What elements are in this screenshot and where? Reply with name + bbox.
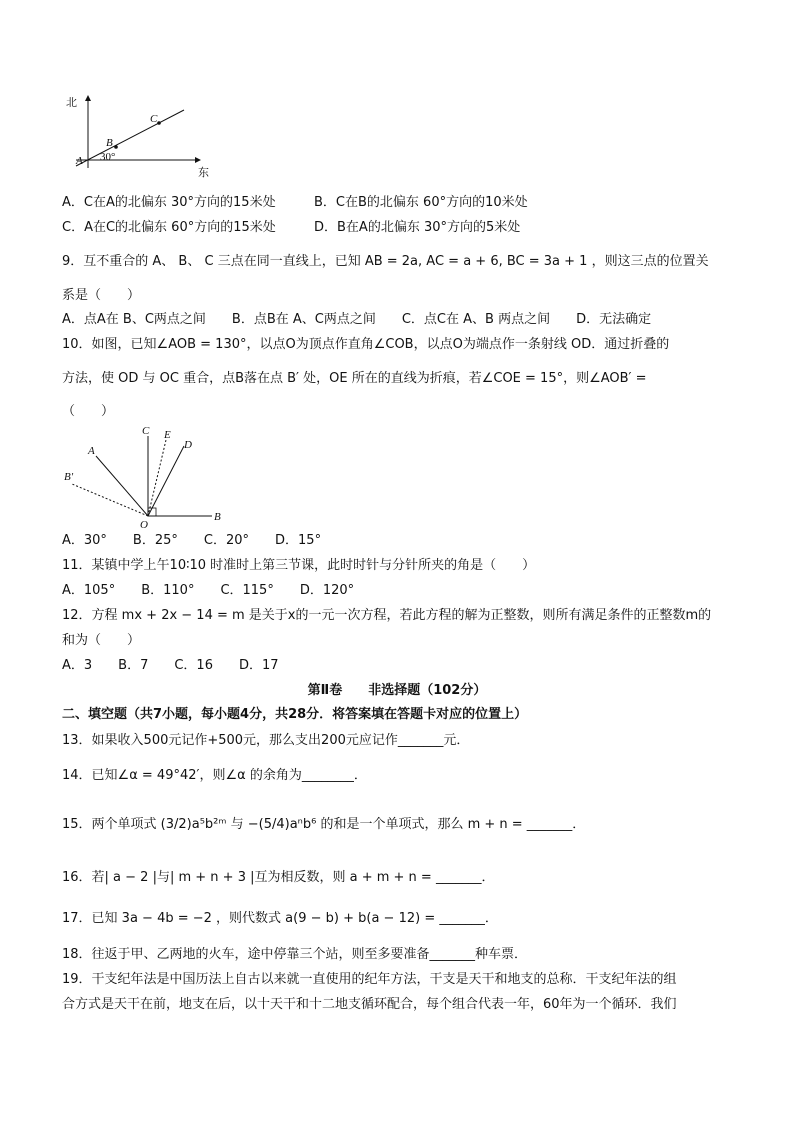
label-b: B <box>106 137 113 149</box>
fig2-label-a: A <box>88 445 95 457</box>
q10-options: A．30° B．25° C．20° D．15° <box>62 533 322 548</box>
q9-line1: 9．互不重合的 A、 B、 C 三点在同一直线上，已知 AB = 2a, AC = a + 6, BC = 3a + 1 ，则这三点的位置关 <box>62 254 709 269</box>
angle-label: 30° <box>100 151 116 163</box>
angle-figure <box>60 422 240 532</box>
q19-line2: 合方式是天干在前，地支在后，以十天干和十二地支循环配合，每个组合代表一年，60年为一个循环．我们 <box>62 997 677 1012</box>
q8-option-d: D．B在A的北偏东 30°方向的5米处 <box>314 220 521 235</box>
fig2-label-bp: B′ <box>64 471 74 483</box>
q9-options: A．点A在 B、C两点之间 B．点B在 A、C两点之间 C．点C在 A、B 两点之间 D．无法确定 <box>62 312 652 327</box>
q18: 18．往返于甲、乙两地的火车，途中停靠三个站，则至多要准备_______种车票． <box>62 947 528 962</box>
point-b <box>114 145 118 149</box>
q12-line1: 12．方程 mx + 2x − 14 = m 是关于x的一元一次方程，若此方程的解为正整数，则所有满足条件的正整数m的 <box>62 608 712 623</box>
fig2-label-b: B <box>214 511 221 523</box>
ray-oa <box>96 456 148 516</box>
part2-title: 第Ⅱ卷 非选择题（102分） <box>307 683 487 698</box>
q8-option-a: A．C在A的北偏东 30°方向的15米处 <box>62 195 276 210</box>
q13: 13．如果收入500元记作+500元，那么支出200元应记作_______元． <box>62 733 470 748</box>
q10-line3: （ ） <box>62 404 115 419</box>
q17: 17．已知 3a − 4b = −2 ，则代数式 a(9 − b) + b(a − 12) = _______． <box>62 911 498 926</box>
north-label: 北 <box>66 97 77 109</box>
q8-option-b: B．C在B的北偏东 60°方向的10米处 <box>314 195 528 210</box>
fig2-label-o: O <box>140 519 148 531</box>
section2-title: 二、填空题（共7小题，每小题4分，共28分．将答案填在答题卡对应的位置上） <box>62 707 528 722</box>
q12-options: A．3 B．7 C．16 D．17 <box>62 658 279 673</box>
east-label: 东 <box>198 167 209 179</box>
q10-line1: 10．如图，已知∠AOB = 130°，以点O为顶点作直角∠COB，以点O为端点作一条射线 OD．通过折叠的 <box>62 337 670 352</box>
q12-line2: 和为（ ） <box>62 633 141 648</box>
q19-line1: 19．干支纪年法是中国历法上自古以来就一直使用的纪年方法，干支是天干和地支的总称．干支纪年法的组 <box>62 972 677 987</box>
q16: 16．若| a − 2 |与| m + n + 3 |互为相反数，则 a + m + n = _______． <box>62 870 495 885</box>
ray-ac <box>76 110 184 166</box>
point-c <box>157 121 161 125</box>
label-a: A <box>76 155 83 167</box>
q9-line2: 系是（ ） <box>62 288 141 303</box>
fig2-label-c: C <box>142 425 150 437</box>
fig2-label-d: D <box>184 439 192 451</box>
q11-line1: 11．某镇中学上午10∶10 时准时上第三节课，此时时针与分针所夹的角是（ ） <box>62 558 536 573</box>
q10-line2: 方法，使 OD 与 OC 重合，点B落在点 B′ 处，OE 所在的直线为折痕，若∠COE = 15°，则∠AOB′ = <box>62 371 647 386</box>
label-c: C <box>150 113 158 125</box>
ray-obp <box>72 484 148 516</box>
fig2-label-e: E <box>164 429 171 441</box>
q8-option-c: C．A在C的北偏东 60°方向的15米处 <box>62 220 276 235</box>
ray-od <box>148 446 184 516</box>
q15: 15．两个单项式 (3/2)a⁵b²ᵐ 与 −(5/4)aⁿb⁶ 的和是一个单项式，那么 m + n = _______． <box>62 817 586 832</box>
ray-oe <box>148 440 166 516</box>
q11-options: A．105° B．110° C．115° D．120° <box>62 583 355 598</box>
q14: 14．已知∠α = 49°42′，则∠α 的余角为________． <box>62 768 367 783</box>
direction-figure <box>62 88 222 180</box>
